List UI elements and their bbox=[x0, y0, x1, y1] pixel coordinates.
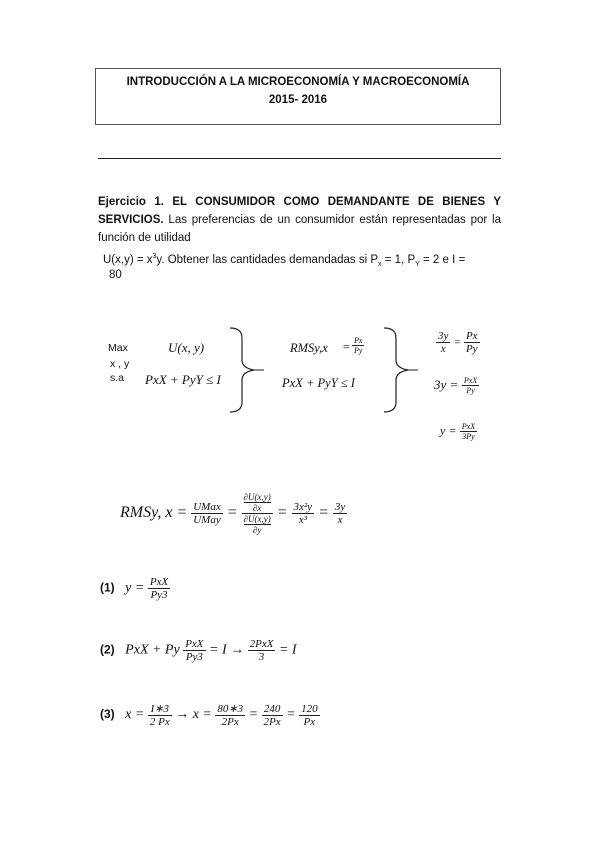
r1-den: x bbox=[440, 343, 446, 355]
r3-left: y = bbox=[440, 423, 457, 438]
utility-suffix: y. Obtener las cantidades demandadas si P bbox=[156, 253, 379, 266]
py-subscript: Y bbox=[415, 261, 420, 269]
mid-constraint: PxX + PyY ≤ I bbox=[282, 376, 355, 390]
course-title: INTRODUCCIÓN A LA MICROECONOMÍA Y MACROECONOMÍA bbox=[126, 76, 470, 88]
eq1-den: Py3 bbox=[150, 589, 168, 601]
r3-num: PxX bbox=[461, 422, 476, 431]
rms-derivation: RMSy, x = $\frac{\text{UMax}}{\text{UMay}}$ = ∂U(x,y) ∂x ∂U(x,y) ∂y = $\frac{\text{3x²y}}{\text{x³}}$ = $\frac{3y}{x}$ bbox=[120, 492, 346, 535]
rms-d3: x³ bbox=[298, 514, 307, 526]
r1-equals: = bbox=[453, 336, 461, 349]
equation-2 bbox=[100, 638, 297, 663]
right-brace-icon bbox=[380, 326, 420, 414]
equation-3: (3) x = $\frac{I∗3}{2 Px}$ → x = $\frac{80∗3}{2Px}$ = $\frac{240}{2Px}$ = $\frac{120}{Px}$ bbox=[100, 702, 318, 728]
academic-year: 2015- 2016 bbox=[268, 94, 328, 106]
objective-function: U(x, y) bbox=[168, 340, 205, 355]
result-row-2 bbox=[434, 376, 479, 395]
eq2-mid: = I → bbox=[209, 642, 245, 658]
max-label: Max bbox=[108, 342, 128, 354]
eq3-den3: 2Px bbox=[263, 715, 281, 728]
r1-num2: Px bbox=[465, 330, 478, 342]
eq3-num: I∗3 bbox=[148, 702, 172, 716]
price-ratio bbox=[352, 336, 364, 355]
ratio-numerator: Px bbox=[354, 336, 363, 345]
eq2-num2: 2PxX bbox=[249, 638, 274, 650]
document-header bbox=[95, 68, 501, 125]
horizontal-rule bbox=[98, 158, 501, 159]
sa-label: s.a bbox=[110, 372, 125, 384]
rms-n4: 3y bbox=[334, 501, 346, 513]
r1-den2: Py bbox=[465, 343, 478, 355]
eq3-label: (3) bbox=[100, 707, 115, 722]
ratio-denominator: Py bbox=[354, 346, 363, 355]
rms-n3: 3x²y bbox=[293, 501, 313, 513]
result-row-3 bbox=[440, 422, 477, 441]
rms-lhs: RMSy, x = bbox=[120, 504, 188, 522]
eq3-num2: 80∗3 bbox=[217, 703, 244, 715]
vars-label: x , y bbox=[110, 358, 130, 370]
eq2-num: PxX bbox=[185, 638, 204, 650]
rms-n1: UMax bbox=[193, 501, 221, 513]
utility-exponent: 3 bbox=[152, 253, 157, 260]
eq1-label: (1) bbox=[100, 580, 115, 595]
rms-d4: x bbox=[337, 514, 343, 526]
rms-d2: ∂U(x,y) bbox=[243, 514, 271, 524]
eq1-lhs: y = bbox=[125, 580, 145, 596]
px-subscript: x bbox=[378, 261, 382, 269]
rms-equals: = bbox=[342, 340, 351, 354]
eq3-num4: 120 bbox=[301, 702, 318, 715]
eq2-den: Py3 bbox=[185, 651, 203, 663]
r2-den: Py bbox=[466, 386, 475, 395]
eq3-num3: 240 bbox=[262, 703, 283, 716]
rms-label: RMSy,x bbox=[290, 341, 328, 355]
result-row-1 bbox=[436, 330, 480, 355]
r3-den: 3Py bbox=[462, 432, 475, 441]
py-value: = 2 e I = bbox=[419, 253, 466, 266]
eq2-rhs: = I bbox=[278, 642, 297, 658]
rms-n2b: ∂x bbox=[252, 503, 262, 513]
eq2-label: (2) bbox=[100, 642, 115, 657]
income-value: 80 bbox=[109, 269, 122, 281]
left-brace-icon bbox=[226, 326, 266, 414]
rms-d2b: ∂y bbox=[252, 525, 262, 535]
r2-num: PxX bbox=[463, 376, 478, 385]
eq1-num: PxX bbox=[149, 576, 169, 588]
eq3-arrow: → x = bbox=[175, 707, 212, 723]
utility-line bbox=[103, 248, 465, 274]
equation-1 bbox=[100, 576, 170, 601]
utility-prefix: U(x,y) = x bbox=[103, 253, 153, 266]
eq2-den2: 3 bbox=[258, 651, 265, 663]
r1-num: 3y bbox=[438, 330, 449, 342]
rms-n2: ∂U(x,y) bbox=[243, 492, 271, 502]
eq3-den: 2 Px bbox=[149, 716, 170, 728]
rms-d1: UMay bbox=[193, 514, 221, 526]
px-value: = 1, P bbox=[381, 253, 416, 266]
eq2-lhs: PxX + Py bbox=[125, 642, 180, 658]
eq3-den2: 2Px bbox=[221, 716, 239, 728]
exercise-text: Las preferencias de un consumidor están representadas por la función de utilidad bbox=[98, 214, 501, 244]
exercise-lead: Ejercicio 1. EL CONSUMIDOR COMO DEMANDANTE DE BIENES Y SERVICIOS. bbox=[98, 196, 501, 226]
eq3-den4: Px bbox=[303, 715, 316, 728]
eq3-lhs: x = bbox=[125, 707, 145, 723]
r2-left: 3y = bbox=[434, 376, 459, 392]
budget-constraint: PxX + PyY ≤ I bbox=[145, 372, 221, 387]
exercise-statement bbox=[98, 193, 501, 247]
